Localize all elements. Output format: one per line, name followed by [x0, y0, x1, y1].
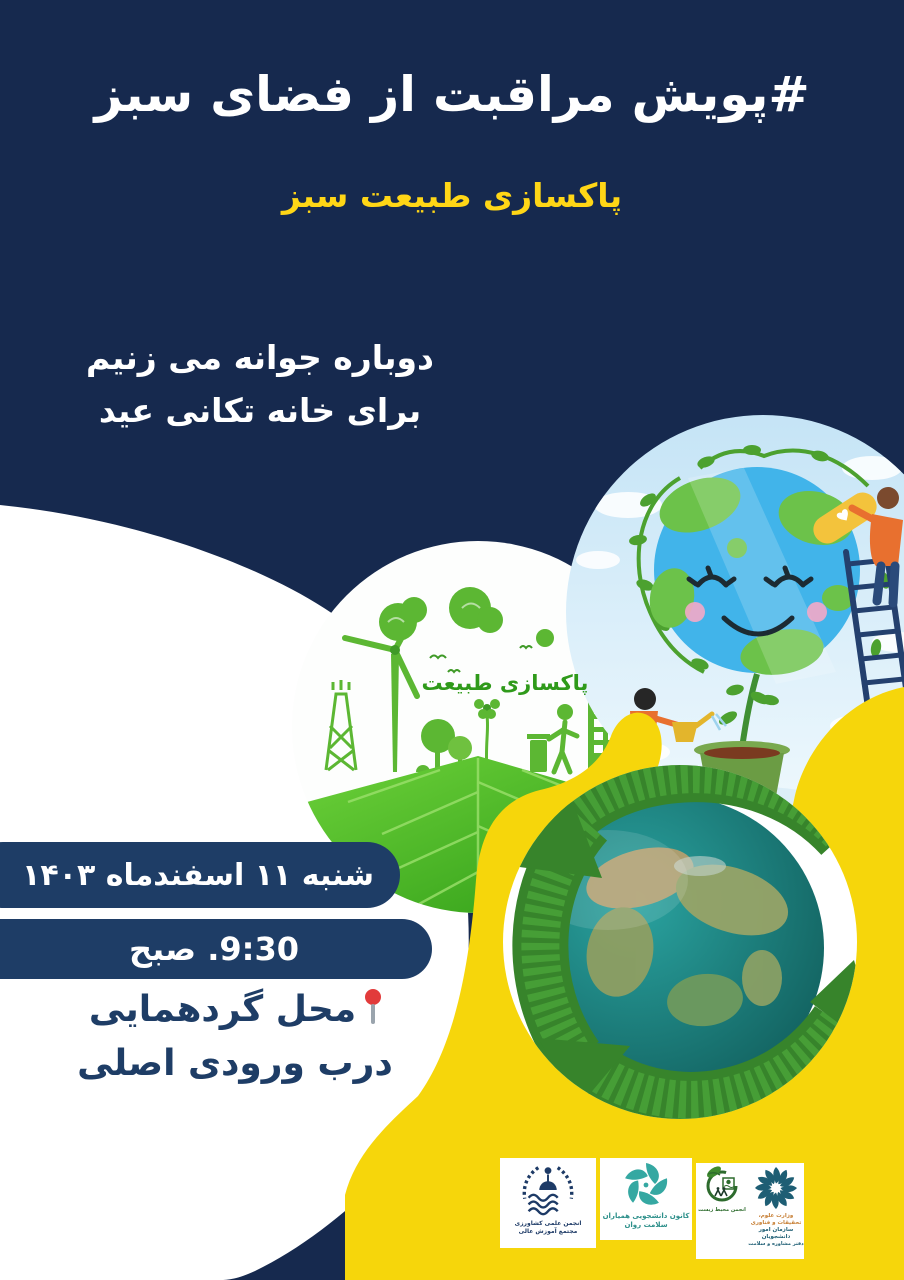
logo-card-environment: [696, 1163, 748, 1259]
green-leaf-ring-icon: [700, 1163, 744, 1207]
logo-agri-caption-2: مجتمع آموزش عالی: [518, 1227, 578, 1235]
logo-card-agriculture: [500, 1158, 596, 1248]
logo-card-ministry: [748, 1163, 804, 1259]
poster-title: #پویش مراقبت از فضای سبز: [94, 66, 810, 123]
logo-ministry-caption-3: دفتر مشاوره و سلامت: [748, 1240, 804, 1247]
time-badge: [0, 919, 432, 979]
location-title: محل گردهمایی: [88, 989, 357, 1030]
slogan-line-1: دوباره جوانه می زنیم: [86, 338, 434, 377]
location-block: [30, 983, 440, 1091]
location-line-1: [30, 983, 440, 1037]
time-badge-label: 9:30. صبح: [129, 930, 299, 968]
logo-hamyaran-caption-2: سلامت روان: [624, 1220, 668, 1229]
nature-circle-caption: پاکسازی طبیعت: [421, 671, 589, 695]
slogan: [55, 332, 465, 438]
slogan-line-2: برای خانه تکانی عید: [98, 390, 422, 430]
logo-card-hamyaran: [600, 1158, 692, 1240]
location-line-2: درب ورودی اصلی: [77, 1043, 393, 1084]
logo-agri-caption-1: انجمن علمی کشاورزی: [514, 1220, 582, 1227]
wheat-water-emblem-icon: [517, 1158, 579, 1220]
teal-swirl-people-icon: [619, 1158, 673, 1212]
logo-ministry-caption-2: سازمان امور دانشجویان: [758, 1226, 794, 1240]
logo-ministry-caption-1: وزارت علوم، تحقیقات و فناوری: [750, 1213, 802, 1226]
date-badge: [0, 842, 400, 908]
nature-circle-caption-layer: [380, 660, 630, 704]
date-badge-label: شنبه ۱۱ اسفندماه ۱۴۰۳: [22, 857, 374, 893]
poster-subtitle: پاکسازی طبیعت سبز: [281, 176, 623, 215]
logo-env-caption-1: انجمن محیط زیست: [698, 1207, 746, 1213]
logo-hamyaran-caption-1: کانون دانشجویی همیاران: [602, 1212, 690, 1220]
location-pin-icon: [364, 989, 381, 1027]
petal-ring-emblem-icon: [751, 1163, 801, 1213]
